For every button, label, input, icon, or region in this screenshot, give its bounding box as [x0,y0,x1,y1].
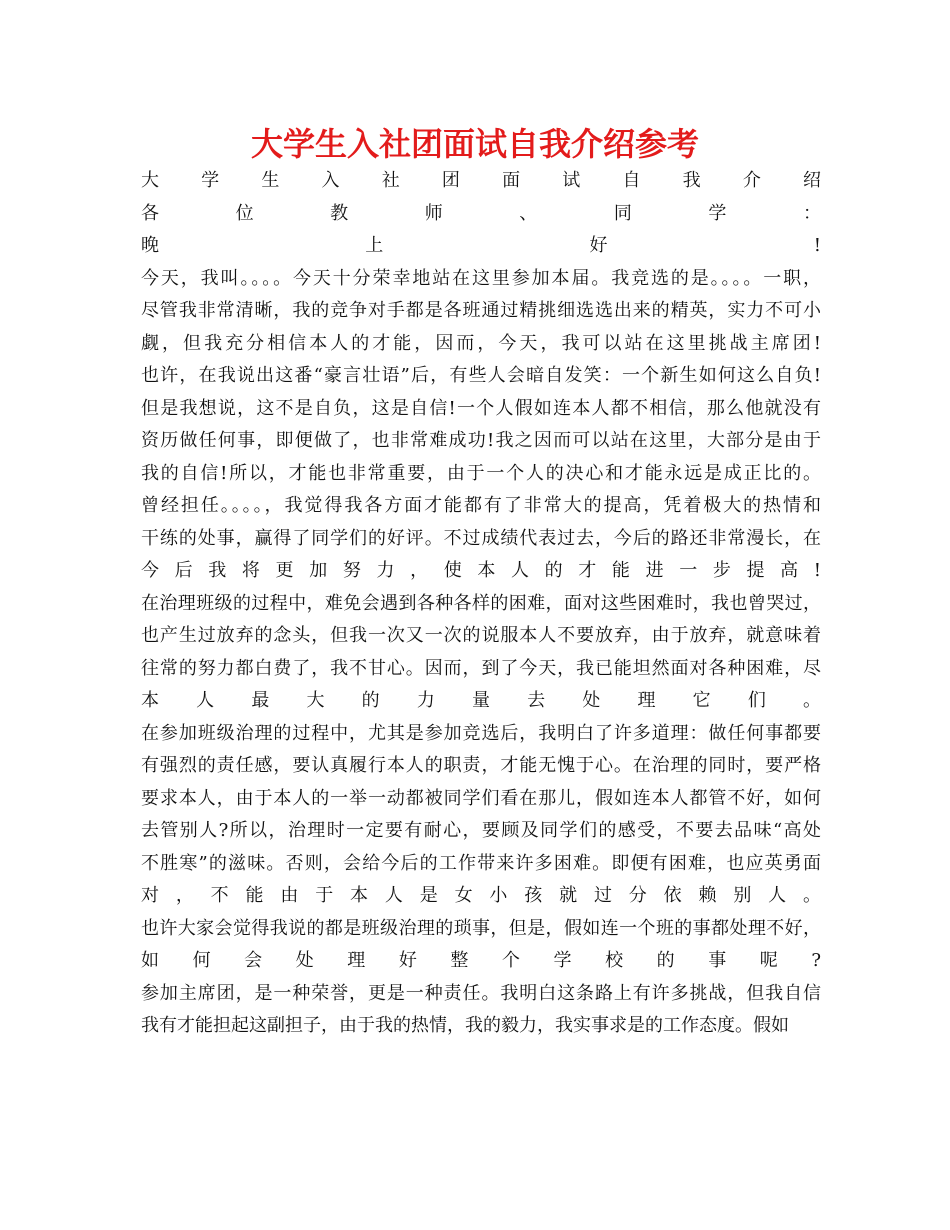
text-line: 今后我将更加努力，使本人的才能进一步提高! [141,560,821,581]
text-line: 也许大家会觉得我说的都是班级治理的琐事，但是，假如连一个班的事都处理不好， [141,917,821,939]
text-line: 也许，在我说出这番“豪言壮语”后，有些人会暗自发笑：一个新生如何这么自负! [141,365,821,386]
text-line: 资历做任何事，即便做了，也非常难成功!我之因而可以站在这里，大部分是由于 [141,430,821,451]
text-line: 我的自信!所以，才能也非常重要，由于一个人的决心和才能永远是成正比的。 [141,462,821,484]
text-line: 各位教师、同学： [141,202,821,224]
text-line: 晚上好! [141,235,821,256]
text-line: 本人最大的力量去处理它们。 [141,690,821,711]
text-line: 今天，我叫。。。。今天十分荣幸地站在这里参加本届。我竞选的是。。。。一职， [141,267,821,289]
text-line: 去管别人?所以，治理时一定要有耐心，要顾及同学们的感受，不要去品味“高处 [141,820,821,841]
text-line: 我有才能担起这副担子，由于我的热情，我的毅力，我实事求是的工作态度。假如 [141,1015,789,1036]
text-line: 要求本人，由于本人的一举一动都被同学们看在那儿，假如连本人都管不好，如何 [141,787,821,809]
text-line: 也产生过放弃的念头，但我一次又一次的说服本人不要放弃，由于放弃，就意味着 [141,625,821,646]
text-line: 往常的努力都白费了，我不甘心。因而，到了今天，我已能坦然面对各种困难，尽 [141,657,821,679]
text-line: 干练的处事，赢得了同学们的好评。不过成绩代表过去，今后的路还非常漫长，在 [141,527,821,549]
text-line: 曾经担任。。。。，我觉得我各方面才能都有了非常大的提高，凭着极大的热情和 [141,495,821,516]
text-line: 觑，但我充分相信本人的才能，因而，今天，我可以站在这里挑战主席团! [141,332,821,354]
text-line: 有强烈的责任感，要认真履行本人的职责，才能无愧于心。在治理的同时，要严格 [141,755,821,776]
document-body [141,165,821,1043]
text-line: 但是我想说，这不是自负，这是自信!一个人假如连本人都不相信，那么他就没有 [141,397,821,419]
text-line: 在参加班级治理的过程中，尤其是参加竞选后，我明白了许多道理：做任何事都要 [141,722,821,744]
text-line: 对，不能由于本人是女小孩就过分依赖别人。 [141,885,821,906]
text-line: 参加主席团，是一种荣誉，更是一种责任。我明白这条路上有许多挑战，但我自信 [141,982,821,1004]
text-line: 尽管我非常清晰，我的竞争对手都是各班通过精挑细选选出来的精英，实力不可小 [141,300,821,321]
text-line: 在治理班级的过程中，难免会遇到各种各样的困难，面对这些困难时，我也曾哭过， [141,592,821,614]
text-line: 大学生入社团面试自我介绍 [141,170,821,191]
text-line: 如何会处理好整个学校的事呢? [141,950,821,971]
text-line: 不胜寒”的滋味。否则，会给今后的工作带来许多困难。即便有困难，也应英勇面 [141,852,821,874]
document-title: 大学生入社团面试自我介绍参考 [250,125,699,163]
